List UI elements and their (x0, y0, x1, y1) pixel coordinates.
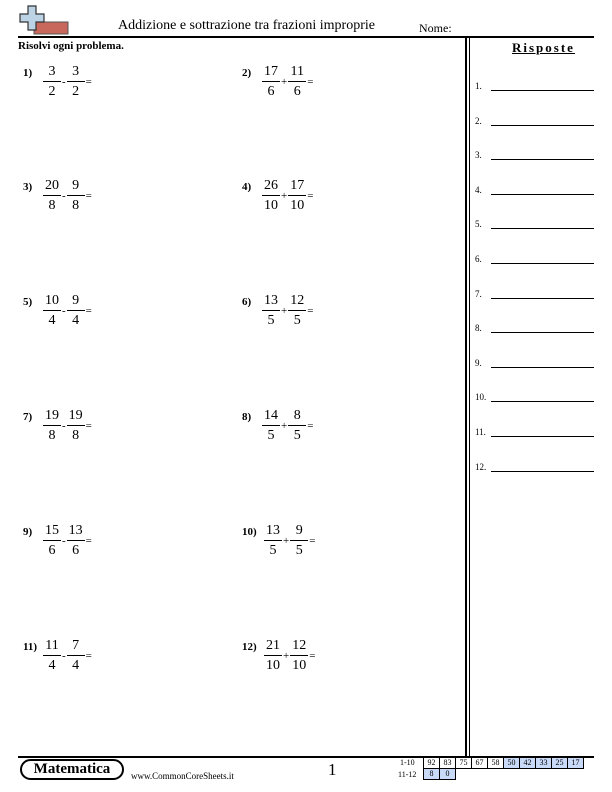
denominator: 2 (48, 84, 56, 99)
numerator: 13 (262, 293, 280, 311)
answer-blank[interactable] (491, 367, 594, 368)
operator: - (62, 420, 66, 432)
score-cell: 75 (456, 758, 472, 769)
answer-line-8[interactable] (475, 323, 595, 337)
score-cell: 33 (536, 758, 552, 769)
second-fraction (290, 523, 308, 559)
equals-sign: = (307, 76, 314, 88)
denominator: 6 (48, 543, 56, 558)
first-fraction (43, 178, 61, 214)
score-cell: 25 (552, 758, 568, 769)
second-fraction (288, 178, 306, 214)
header-divider (18, 36, 594, 38)
denominator: 4 (48, 658, 56, 673)
equals-sign: = (85, 420, 92, 432)
fraction-expression (43, 638, 92, 674)
fraction-expression (43, 178, 92, 214)
answer-line-9[interactable] (475, 358, 595, 372)
subject-badge: Matematica (20, 759, 124, 780)
second-fraction (288, 64, 306, 100)
problem-number: 6) (242, 296, 252, 308)
numerator: 21 (264, 638, 282, 656)
equals-sign: = (309, 650, 316, 662)
numerator: 20 (43, 178, 61, 196)
problem-number: 12) (242, 641, 257, 653)
fraction-expression (43, 293, 92, 329)
numerator: 17 (288, 178, 306, 196)
answer-blank[interactable] (491, 90, 594, 91)
answer-number: 1. (475, 81, 482, 91)
numerator: 3 (43, 64, 61, 82)
numerator: 19 (43, 408, 61, 426)
instructions: Risolvi ogni problema. (18, 40, 124, 52)
denominator: 8 (72, 198, 80, 213)
denominator: 8 (72, 428, 80, 443)
problem-number: 9) (23, 526, 33, 538)
problem-number: 4) (242, 181, 252, 193)
second-fraction (288, 293, 306, 329)
fraction-expression (262, 408, 313, 444)
problem-number: 8) (242, 411, 252, 423)
score-cell: 8 (424, 769, 440, 780)
numerator: 9 (290, 523, 308, 541)
numerator: 17 (262, 64, 280, 82)
plus-sign-logo-icon (18, 4, 70, 38)
denominator: 5 (295, 543, 303, 558)
first-fraction (43, 64, 61, 100)
equals-sign: = (85, 190, 92, 202)
numerator: 9 (67, 178, 85, 196)
first-fraction (262, 178, 280, 214)
first-fraction (262, 293, 280, 329)
second-fraction (67, 64, 85, 100)
numerator: 9 (67, 293, 85, 311)
second-fraction (67, 408, 85, 444)
equals-sign: = (307, 420, 314, 432)
operator: - (62, 190, 66, 202)
problem-number: 3) (23, 181, 33, 193)
equals-sign: = (85, 76, 92, 88)
denominator: 2 (72, 84, 80, 99)
denominator: 4 (48, 313, 56, 328)
numerator: 12 (290, 638, 308, 656)
numerator: 26 (262, 178, 280, 196)
operator: - (62, 535, 66, 547)
first-fraction (43, 293, 61, 329)
numerator: 13 (67, 523, 85, 541)
worksheet-title: Addizione e sottrazione tra frazioni improprie (118, 18, 375, 33)
answer-number: 5. (475, 219, 482, 230)
equals-sign: = (85, 650, 92, 662)
answer-line-5[interactable] (475, 219, 595, 233)
numerator: 12 (288, 293, 306, 311)
numerator: 7 (67, 638, 85, 656)
denominator: 10 (290, 198, 305, 213)
fraction-expression (264, 523, 315, 559)
operator: + (283, 535, 290, 547)
answer-number: 4. (475, 184, 482, 195)
problem-number: 10) (242, 526, 257, 538)
answer-blank[interactable] (491, 263, 594, 264)
answer-blank[interactable] (491, 436, 594, 437)
numerator: 8 (288, 408, 306, 426)
numerator: 11 (288, 64, 306, 82)
answer-number: 8. (475, 323, 482, 334)
score-cell: 50 (504, 758, 520, 769)
answer-line-1[interactable] (475, 81, 595, 95)
numerator: 19 (67, 408, 85, 426)
problem-number: 7) (23, 411, 33, 423)
score-cell: 42 (520, 758, 536, 769)
first-fraction (262, 408, 280, 444)
score-cell: 92 (424, 758, 440, 769)
answer-line-7[interactable] (475, 289, 595, 303)
operator: - (62, 305, 66, 317)
answer-number: 11. (475, 427, 486, 437)
denominator: 4 (72, 313, 80, 328)
denominator: 6 (72, 543, 80, 558)
operator: + (283, 650, 290, 662)
denominator: 8 (48, 428, 56, 443)
column-divider-inner (469, 36, 470, 756)
answer-number: 3. (475, 150, 482, 161)
numerator: 14 (262, 408, 280, 426)
answer-line-2[interactable] (475, 116, 595, 130)
answer-blank[interactable] (491, 332, 594, 333)
answer-number: 2. (475, 115, 482, 126)
operator: + (281, 190, 288, 202)
answer-line-11[interactable] (475, 427, 595, 441)
operator: + (281, 305, 288, 317)
answer-blank[interactable] (491, 125, 594, 126)
answer-number: 6. (475, 254, 482, 264)
denominator: 5 (269, 543, 277, 558)
denominator: 6 (293, 84, 301, 99)
equals-sign: = (307, 190, 314, 202)
page-number: 1 (328, 760, 337, 779)
second-fraction (67, 523, 85, 559)
column-divider (465, 36, 467, 756)
answer-line-4[interactable] (475, 185, 595, 199)
first-fraction (262, 64, 280, 100)
operator: - (62, 76, 66, 88)
answer-blank[interactable] (491, 298, 594, 299)
answer-line-6[interactable] (475, 254, 595, 268)
operator: + (281, 420, 288, 432)
answer-blank[interactable] (491, 228, 594, 229)
denominator: 5 (293, 428, 301, 443)
second-fraction (67, 638, 85, 674)
second-fraction (290, 638, 308, 674)
numerator: 3 (67, 64, 85, 82)
website-link[interactable]: www.CommonCoreSheets.it (131, 771, 234, 781)
problem-number: 1) (23, 67, 33, 79)
fraction-expression (264, 638, 315, 674)
equals-sign: = (85, 535, 92, 547)
score-cell: 67 (472, 758, 488, 769)
denominator: 5 (293, 313, 301, 328)
denominator: 10 (292, 658, 307, 673)
denominator: 4 (72, 658, 80, 673)
denominator: 10 (264, 198, 278, 213)
first-fraction (43, 408, 61, 444)
fraction-expression (43, 408, 92, 444)
operator: + (281, 76, 288, 88)
problem-number: 11) (23, 641, 38, 653)
equals-sign: = (307, 305, 314, 317)
fraction-expression (262, 178, 313, 214)
numerator: 11 (43, 638, 61, 656)
numerator: 15 (43, 523, 61, 541)
answer-line-10[interactable] (475, 392, 595, 406)
answer-blank[interactable] (491, 471, 594, 472)
answers-title: Risposte (512, 40, 575, 55)
denominator: 6 (267, 84, 275, 99)
second-fraction (67, 293, 85, 329)
second-fraction (288, 408, 306, 444)
score-row-label: 1-10 (400, 758, 415, 767)
denominator: 8 (48, 198, 56, 213)
score-cell: 0 (440, 769, 456, 780)
answer-line-12[interactable] (475, 462, 595, 476)
fraction-expression (262, 293, 313, 329)
first-fraction (264, 523, 282, 559)
fraction-expression (43, 64, 92, 100)
second-fraction (67, 178, 85, 214)
fraction-expression (43, 523, 92, 559)
first-fraction (43, 523, 61, 559)
denominator: 10 (266, 658, 280, 673)
answer-number: 10. (475, 392, 487, 403)
answer-blank[interactable] (491, 159, 594, 160)
first-fraction (264, 638, 282, 674)
first-fraction (43, 638, 61, 674)
score-cell: 17 (568, 758, 584, 769)
answer-blank[interactable] (491, 401, 594, 402)
problem-number: 2) (242, 67, 252, 79)
score-cell: 58 (488, 758, 504, 769)
answer-number: 12. (475, 461, 487, 472)
answer-number: 9. (475, 357, 482, 368)
score-cell: 83 (440, 758, 456, 769)
problem-number: 5) (23, 296, 33, 308)
operator: - (62, 650, 66, 662)
numerator: 10 (43, 293, 61, 311)
fraction-expression (262, 64, 313, 100)
answer-blank[interactable] (491, 194, 594, 195)
equals-sign: = (85, 305, 92, 317)
answer-line-3[interactable] (475, 150, 595, 164)
denominator: 5 (267, 313, 275, 328)
name-label: Nome: (419, 21, 452, 35)
equals-sign: = (309, 535, 316, 547)
numerator: 13 (264, 523, 282, 541)
denominator: 5 (267, 428, 275, 443)
score-table-row-2 (423, 768, 456, 780)
answer-number: 7. (475, 288, 482, 299)
score-row-label: 11-12 (398, 770, 417, 779)
